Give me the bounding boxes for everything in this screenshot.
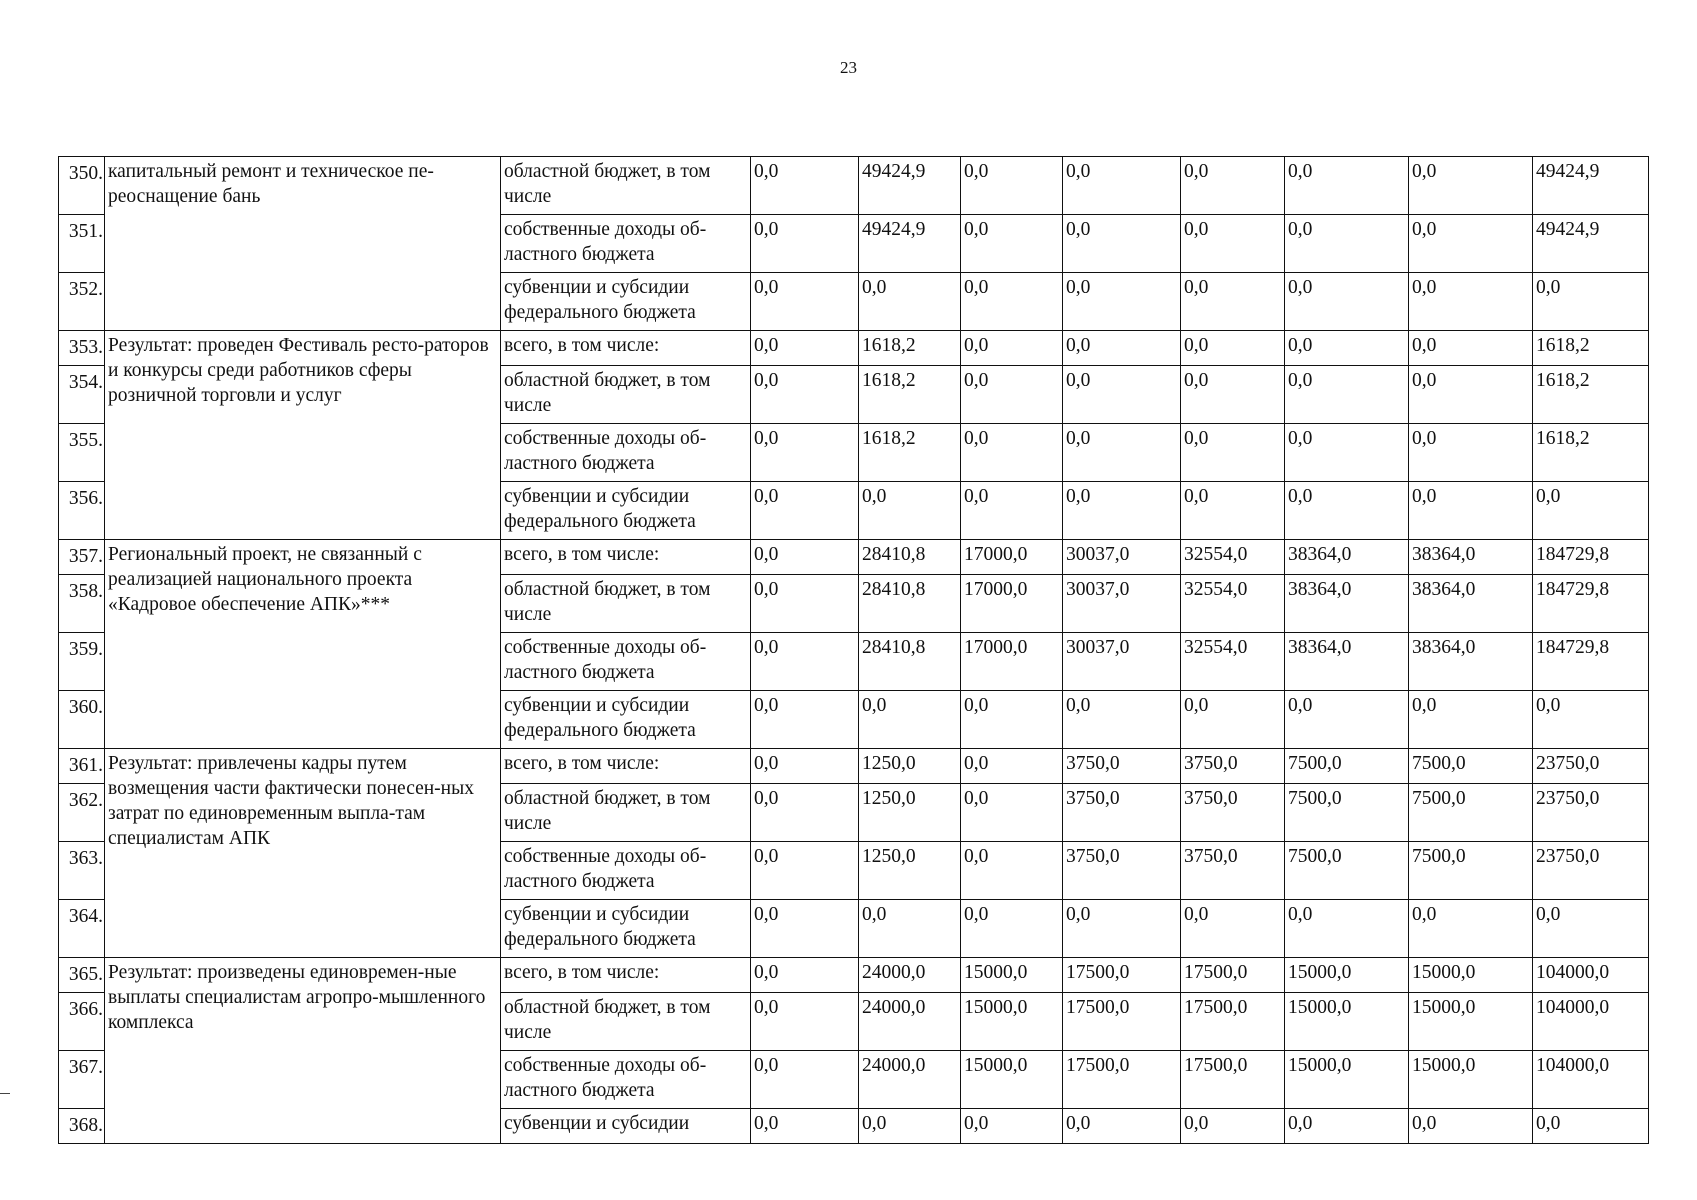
amount-cell: 17000,0 — [961, 633, 1063, 691]
amount-cell: 0,0 — [1063, 215, 1181, 273]
amount-cell: 0,0 — [1063, 424, 1181, 482]
amount-cell: 0,0 — [961, 273, 1063, 331]
amount-cell: 0,0 — [1285, 424, 1409, 482]
amount-cell: 0,0 — [1409, 366, 1533, 424]
amount-cell: 7500,0 — [1285, 749, 1409, 784]
amount-cell: 0,0 — [1063, 1109, 1181, 1144]
amount-cell: 17500,0 — [1181, 1051, 1285, 1109]
page-number: 23 — [840, 58, 857, 77]
amount-cell: 23750,0 — [1533, 749, 1649, 784]
funding-source: всего, в том числе: — [501, 958, 751, 993]
amount-cell: 0,0 — [1409, 482, 1533, 540]
amount-cell: 49424,9 — [1533, 157, 1649, 215]
amount-cell: 0,0 — [1181, 482, 1285, 540]
amount-cell: 3750,0 — [1181, 749, 1285, 784]
funding-source: всего, в том числе: — [501, 331, 751, 366]
amount-cell: 0,0 — [1181, 157, 1285, 215]
amount-cell: 0,0 — [751, 784, 859, 842]
amount-cell: 0,0 — [751, 1109, 859, 1144]
amount-cell: 0,0 — [1285, 1109, 1409, 1144]
funding-source: областной бюджет, в том числе — [501, 784, 751, 842]
amount-cell: 0,0 — [859, 900, 961, 958]
amount-cell: 15000,0 — [1409, 993, 1533, 1051]
amount-cell: 0,0 — [1181, 215, 1285, 273]
amount-cell: 38364,0 — [1409, 575, 1533, 633]
amount-cell: 0,0 — [751, 993, 859, 1051]
amount-cell: 23750,0 — [1533, 842, 1649, 900]
amount-cell: 0,0 — [1063, 691, 1181, 749]
amount-cell: 0,0 — [751, 366, 859, 424]
amount-cell: 24000,0 — [859, 993, 961, 1051]
amount-cell: 0,0 — [751, 482, 859, 540]
budget-table — [58, 156, 1649, 1144]
amount-cell: 1250,0 — [859, 842, 961, 900]
amount-cell: 0,0 — [1285, 482, 1409, 540]
amount-cell: 17000,0 — [961, 575, 1063, 633]
amount-cell: 17000,0 — [961, 540, 1063, 575]
row-number: 363. — [59, 842, 105, 900]
amount-cell: 0,0 — [751, 331, 859, 366]
amount-cell: 0,0 — [1285, 273, 1409, 331]
amount-cell: 0,0 — [1409, 273, 1533, 331]
amount-cell: 0,0 — [961, 366, 1063, 424]
amount-cell: 0,0 — [1533, 1109, 1649, 1144]
row-number: 351. — [59, 215, 105, 273]
amount-cell: 104000,0 — [1533, 993, 1649, 1051]
amount-cell: 0,0 — [1181, 691, 1285, 749]
funding-source: собственные доходы об-ластного бюджета — [501, 1051, 751, 1109]
amount-cell: 15000,0 — [1285, 958, 1409, 993]
margin-mark — [0, 1093, 10, 1094]
amount-cell: 0,0 — [1409, 900, 1533, 958]
amount-cell: 3750,0 — [1181, 784, 1285, 842]
amount-cell: 38364,0 — [1285, 540, 1409, 575]
table-row — [59, 540, 1649, 575]
amount-cell: 0,0 — [751, 691, 859, 749]
amount-cell: 0,0 — [1533, 482, 1649, 540]
amount-cell: 0,0 — [1181, 331, 1285, 366]
amount-cell: 1618,2 — [859, 331, 961, 366]
amount-cell: 0,0 — [751, 424, 859, 482]
amount-cell: 0,0 — [1533, 691, 1649, 749]
amount-cell: 17500,0 — [1063, 993, 1181, 1051]
amount-cell: 1618,2 — [859, 424, 961, 482]
amount-cell: 0,0 — [751, 633, 859, 691]
amount-cell: 0,0 — [859, 273, 961, 331]
event-description: Результат: проведен Фестиваль ресто-раторов и конкурсы среди работников сферы розничной торговли и услуг — [105, 331, 501, 540]
amount-cell: 0,0 — [1285, 215, 1409, 273]
funding-source: всего, в том числе: — [501, 749, 751, 784]
amount-cell: 30037,0 — [1063, 575, 1181, 633]
amount-cell: 0,0 — [751, 842, 859, 900]
row-number: 355. — [59, 424, 105, 482]
funding-source: собственные доходы об-ластного бюджета — [501, 424, 751, 482]
amount-cell: 1618,2 — [859, 366, 961, 424]
event-description: капитальный ремонт и техническое пе-реоснащение бань — [105, 157, 501, 331]
amount-cell: 104000,0 — [1533, 1051, 1649, 1109]
amount-cell: 15000,0 — [961, 1051, 1063, 1109]
amount-cell: 0,0 — [1409, 424, 1533, 482]
funding-source: областной бюджет, в том числе — [501, 993, 751, 1051]
amount-cell: 0,0 — [961, 157, 1063, 215]
amount-cell: 104000,0 — [1533, 958, 1649, 993]
amount-cell: 0,0 — [751, 1051, 859, 1109]
row-number: 353. — [59, 331, 105, 366]
table-row — [59, 749, 1649, 784]
amount-cell: 15000,0 — [1285, 1051, 1409, 1109]
amount-cell: 3750,0 — [1181, 842, 1285, 900]
amount-cell: 15000,0 — [1409, 958, 1533, 993]
funding-source: собственные доходы об-ластного бюджета — [501, 842, 751, 900]
amount-cell: 0,0 — [1181, 424, 1285, 482]
amount-cell: 0,0 — [1063, 366, 1181, 424]
funding-source: субвенции и субсидии федерального бюджета — [501, 691, 751, 749]
amount-cell: 7500,0 — [1409, 784, 1533, 842]
funding-source: всего, в том числе: — [501, 540, 751, 575]
amount-cell: 17500,0 — [1181, 958, 1285, 993]
amount-cell: 0,0 — [1181, 900, 1285, 958]
event-description: Результат: произведены единовремен-ные выплаты специалистам агропро-мышленного комплекса — [105, 958, 501, 1144]
event-description: Региональный проект, не связанный с реализацией национального проекта «Кадровое обеспечение АПК»*** — [105, 540, 501, 749]
amount-cell: 0,0 — [1409, 157, 1533, 215]
row-number: 366. — [59, 993, 105, 1051]
funding-source: субвенции и субсидии — [501, 1109, 751, 1144]
amount-cell: 0,0 — [1533, 273, 1649, 331]
amount-cell: 3750,0 — [1063, 749, 1181, 784]
amount-cell: 1250,0 — [859, 749, 961, 784]
amount-cell: 184729,8 — [1533, 575, 1649, 633]
funding-source: областной бюджет, в том числе — [501, 575, 751, 633]
row-number: 361. — [59, 749, 105, 784]
amount-cell: 0,0 — [751, 958, 859, 993]
amount-cell: 30037,0 — [1063, 633, 1181, 691]
amount-cell: 0,0 — [961, 691, 1063, 749]
amount-cell: 0,0 — [1285, 691, 1409, 749]
amount-cell: 0,0 — [961, 900, 1063, 958]
amount-cell: 0,0 — [961, 424, 1063, 482]
amount-cell: 3750,0 — [1063, 842, 1181, 900]
amount-cell: 0,0 — [859, 691, 961, 749]
row-number: 365. — [59, 958, 105, 993]
amount-cell: 38364,0 — [1409, 540, 1533, 575]
amount-cell: 0,0 — [1285, 331, 1409, 366]
amount-cell: 1618,2 — [1533, 424, 1649, 482]
amount-cell: 184729,8 — [1533, 540, 1649, 575]
event-description: Результат: привлечены кадры путем возмещения части фактически понесен-ных затрат по единовременным выпла-там специалистам АПК — [105, 749, 501, 958]
amount-cell: 49424,9 — [859, 157, 961, 215]
amount-cell: 0,0 — [1285, 157, 1409, 215]
amount-cell: 0,0 — [1285, 366, 1409, 424]
amount-cell: 0,0 — [1063, 331, 1181, 366]
amount-cell: 28410,8 — [859, 540, 961, 575]
funding-source: субвенции и субсидии федерального бюджета — [501, 273, 751, 331]
amount-cell: 0,0 — [961, 784, 1063, 842]
amount-cell: 0,0 — [961, 331, 1063, 366]
table-row — [59, 157, 1649, 215]
amount-cell: 0,0 — [751, 900, 859, 958]
amount-cell: 32554,0 — [1181, 540, 1285, 575]
amount-cell: 15000,0 — [961, 993, 1063, 1051]
amount-cell: 0,0 — [1409, 691, 1533, 749]
amount-cell: 7500,0 — [1285, 842, 1409, 900]
amount-cell: 3750,0 — [1063, 784, 1181, 842]
amount-cell: 0,0 — [1409, 215, 1533, 273]
amount-cell: 0,0 — [1063, 157, 1181, 215]
amount-cell: 24000,0 — [859, 958, 961, 993]
amount-cell: 0,0 — [1533, 900, 1649, 958]
amount-cell: 0,0 — [961, 482, 1063, 540]
amount-cell: 38364,0 — [1285, 575, 1409, 633]
amount-cell: 0,0 — [751, 215, 859, 273]
amount-cell: 0,0 — [751, 749, 859, 784]
amount-cell: 38364,0 — [1285, 633, 1409, 691]
row-number: 360. — [59, 691, 105, 749]
amount-cell: 32554,0 — [1181, 575, 1285, 633]
row-number: 359. — [59, 633, 105, 691]
amount-cell: 15000,0 — [1409, 1051, 1533, 1109]
row-number: 356. — [59, 482, 105, 540]
amount-cell: 0,0 — [751, 540, 859, 575]
amount-cell: 0,0 — [751, 575, 859, 633]
amount-cell: 0,0 — [961, 1109, 1063, 1144]
amount-cell: 0,0 — [1285, 900, 1409, 958]
amount-cell: 1618,2 — [1533, 366, 1649, 424]
amount-cell: 0,0 — [1063, 900, 1181, 958]
table-row — [59, 331, 1649, 366]
amount-cell: 15000,0 — [1285, 993, 1409, 1051]
row-number: 354. — [59, 366, 105, 424]
amount-cell: 28410,8 — [859, 633, 961, 691]
amount-cell: 28410,8 — [859, 575, 961, 633]
amount-cell: 0,0 — [1063, 273, 1181, 331]
amount-cell: 0,0 — [751, 273, 859, 331]
amount-cell: 1250,0 — [859, 784, 961, 842]
amount-cell: 17500,0 — [1181, 993, 1285, 1051]
amount-cell: 0,0 — [961, 215, 1063, 273]
amount-cell: 30037,0 — [1063, 540, 1181, 575]
amount-cell: 0,0 — [961, 842, 1063, 900]
amount-cell: 7500,0 — [1285, 784, 1409, 842]
amount-cell: 0,0 — [961, 749, 1063, 784]
row-number: 357. — [59, 540, 105, 575]
amount-cell: 0,0 — [1181, 366, 1285, 424]
amount-cell: 24000,0 — [859, 1051, 961, 1109]
amount-cell: 184729,8 — [1533, 633, 1649, 691]
amount-cell: 0,0 — [859, 482, 961, 540]
table-row — [59, 958, 1649, 993]
amount-cell: 32554,0 — [1181, 633, 1285, 691]
amount-cell: 38364,0 — [1409, 633, 1533, 691]
amount-cell: 7500,0 — [1409, 842, 1533, 900]
amount-cell: 0,0 — [1181, 1109, 1285, 1144]
amount-cell: 23750,0 — [1533, 784, 1649, 842]
amount-cell: 0,0 — [1181, 273, 1285, 331]
amount-cell: 0,0 — [1409, 1109, 1533, 1144]
row-number: 358. — [59, 575, 105, 633]
row-number: 368. — [59, 1109, 105, 1144]
amount-cell: 49424,9 — [859, 215, 961, 273]
amount-cell: 1618,2 — [1533, 331, 1649, 366]
amount-cell: 0,0 — [859, 1109, 961, 1144]
funding-source: субвенции и субсидии федерального бюджета — [501, 900, 751, 958]
amount-cell: 17500,0 — [1063, 958, 1181, 993]
funding-source: областной бюджет, в том числе — [501, 157, 751, 215]
row-number: 352. — [59, 273, 105, 331]
amount-cell: 7500,0 — [1409, 749, 1533, 784]
row-number: 362. — [59, 784, 105, 842]
amount-cell: 0,0 — [1063, 482, 1181, 540]
amount-cell: 17500,0 — [1063, 1051, 1181, 1109]
funding-source: областной бюджет, в том числе — [501, 366, 751, 424]
row-number: 350. — [59, 157, 105, 215]
amount-cell: 0,0 — [751, 157, 859, 215]
table-body — [59, 157, 1649, 1144]
amount-cell: 15000,0 — [961, 958, 1063, 993]
row-number: 364. — [59, 900, 105, 958]
funding-source: собственные доходы об-ластного бюджета — [501, 215, 751, 273]
amount-cell: 0,0 — [1409, 331, 1533, 366]
amount-cell: 49424,9 — [1533, 215, 1649, 273]
funding-source: субвенции и субсидии федерального бюджета — [501, 482, 751, 540]
funding-source: собственные доходы об-ластного бюджета — [501, 633, 751, 691]
row-number: 367. — [59, 1051, 105, 1109]
